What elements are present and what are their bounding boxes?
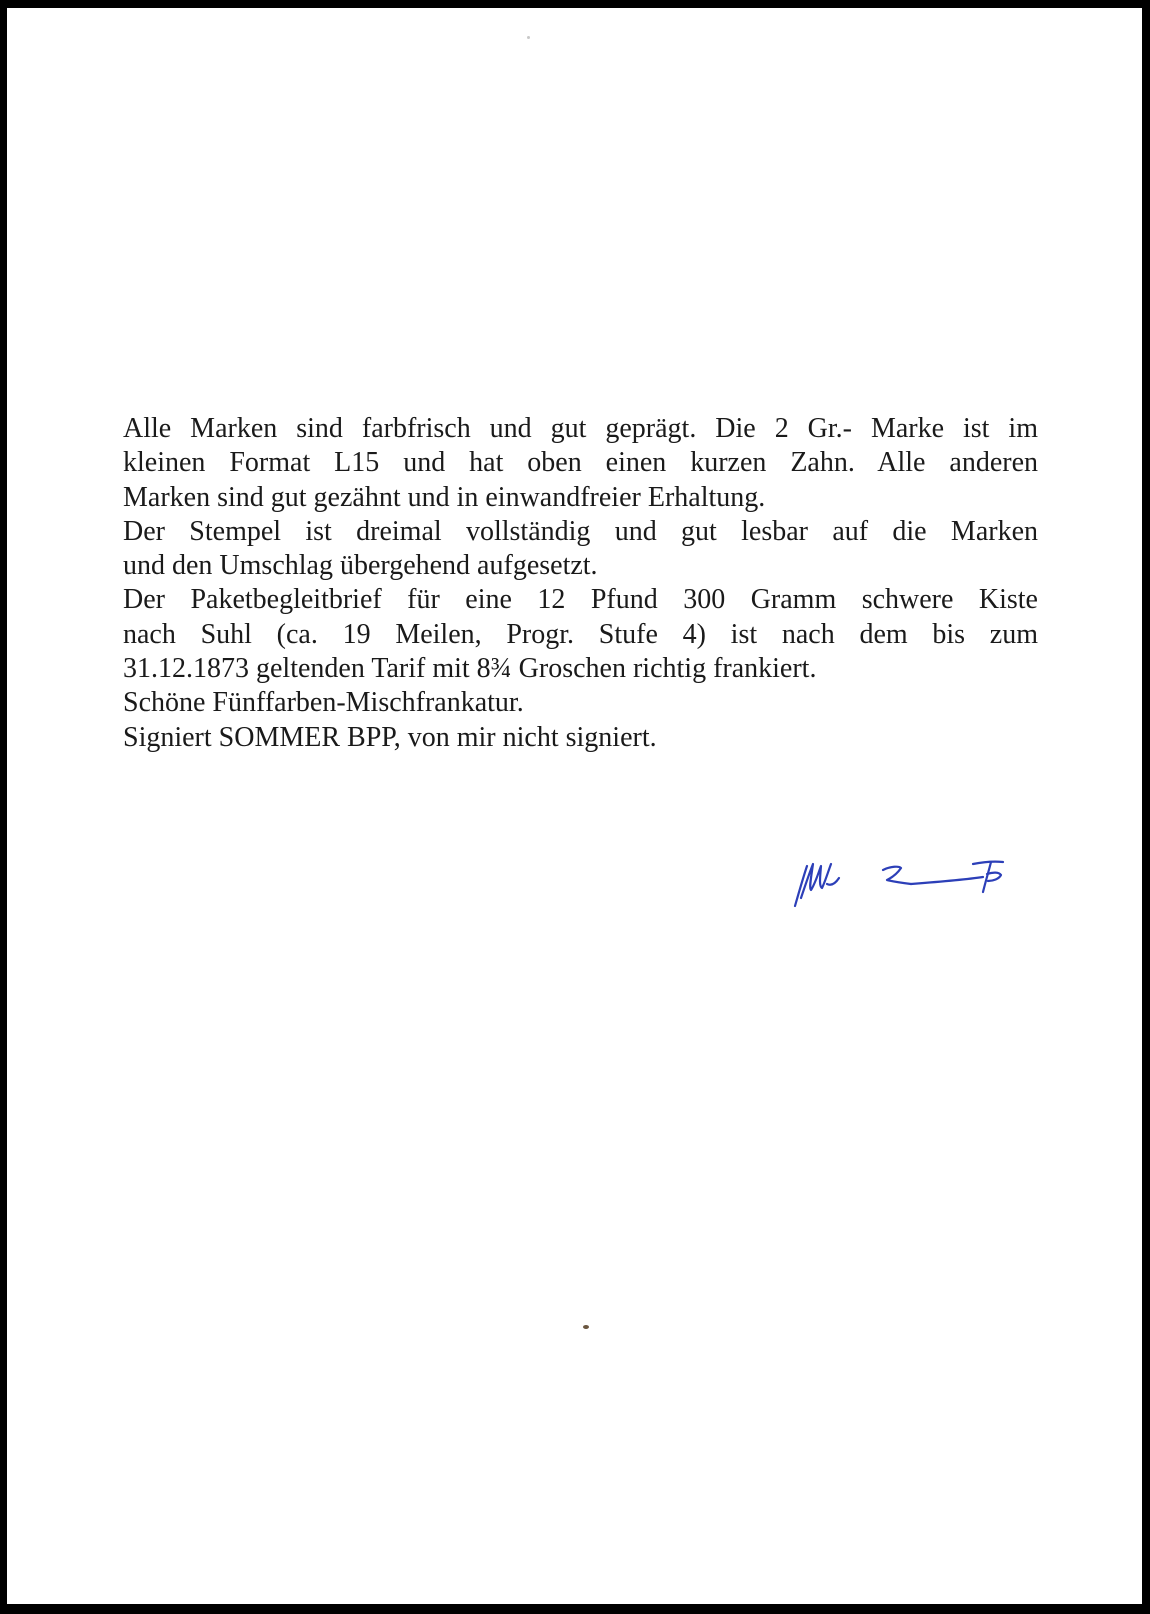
- body-line-5: und den Umschlag übergehend aufgesetzt.: [123, 550, 598, 582]
- paper-speck: [527, 36, 530, 39]
- body-line-3: Marken sind gut gezähnt und in einwandfreier Erhaltung.: [123, 481, 766, 513]
- body-line-7: nach Suhl (ca. 19 Meilen, Progr. Stufe 4) ist nach dem bis zum: [123, 618, 1038, 650]
- body-line-8: 31.12.1873 geltenden Tarif mit 8¾ Groschen richtig frankiert.: [123, 653, 817, 685]
- body-line-6: Der Paketbegleitbrief für eine 12 Pfund 300 Gramm schwere Kiste: [123, 584, 1038, 616]
- document-body: [123, 412, 1038, 755]
- paper-speck: [583, 1325, 589, 1329]
- body-line-2: kleinen Format L15 und hat oben einen kurzen Zahn. Alle anderen: [123, 447, 1038, 479]
- body-line-10: Signiert SOMMER BPP, von mir nicht signiert.: [123, 721, 657, 753]
- body-line-4: Der Stempel ist dreimal vollständig und gut lesbar auf die Marken: [123, 515, 1038, 547]
- body-line-9: Schöne Fünffarben-Mischfrankatur.: [123, 687, 524, 719]
- body-line-1: Alle Marken sind farbfrisch und gut geprägt. Die 2 Gr.- Marke ist im: [123, 413, 1038, 444]
- handwritten-signature: [787, 844, 1047, 914]
